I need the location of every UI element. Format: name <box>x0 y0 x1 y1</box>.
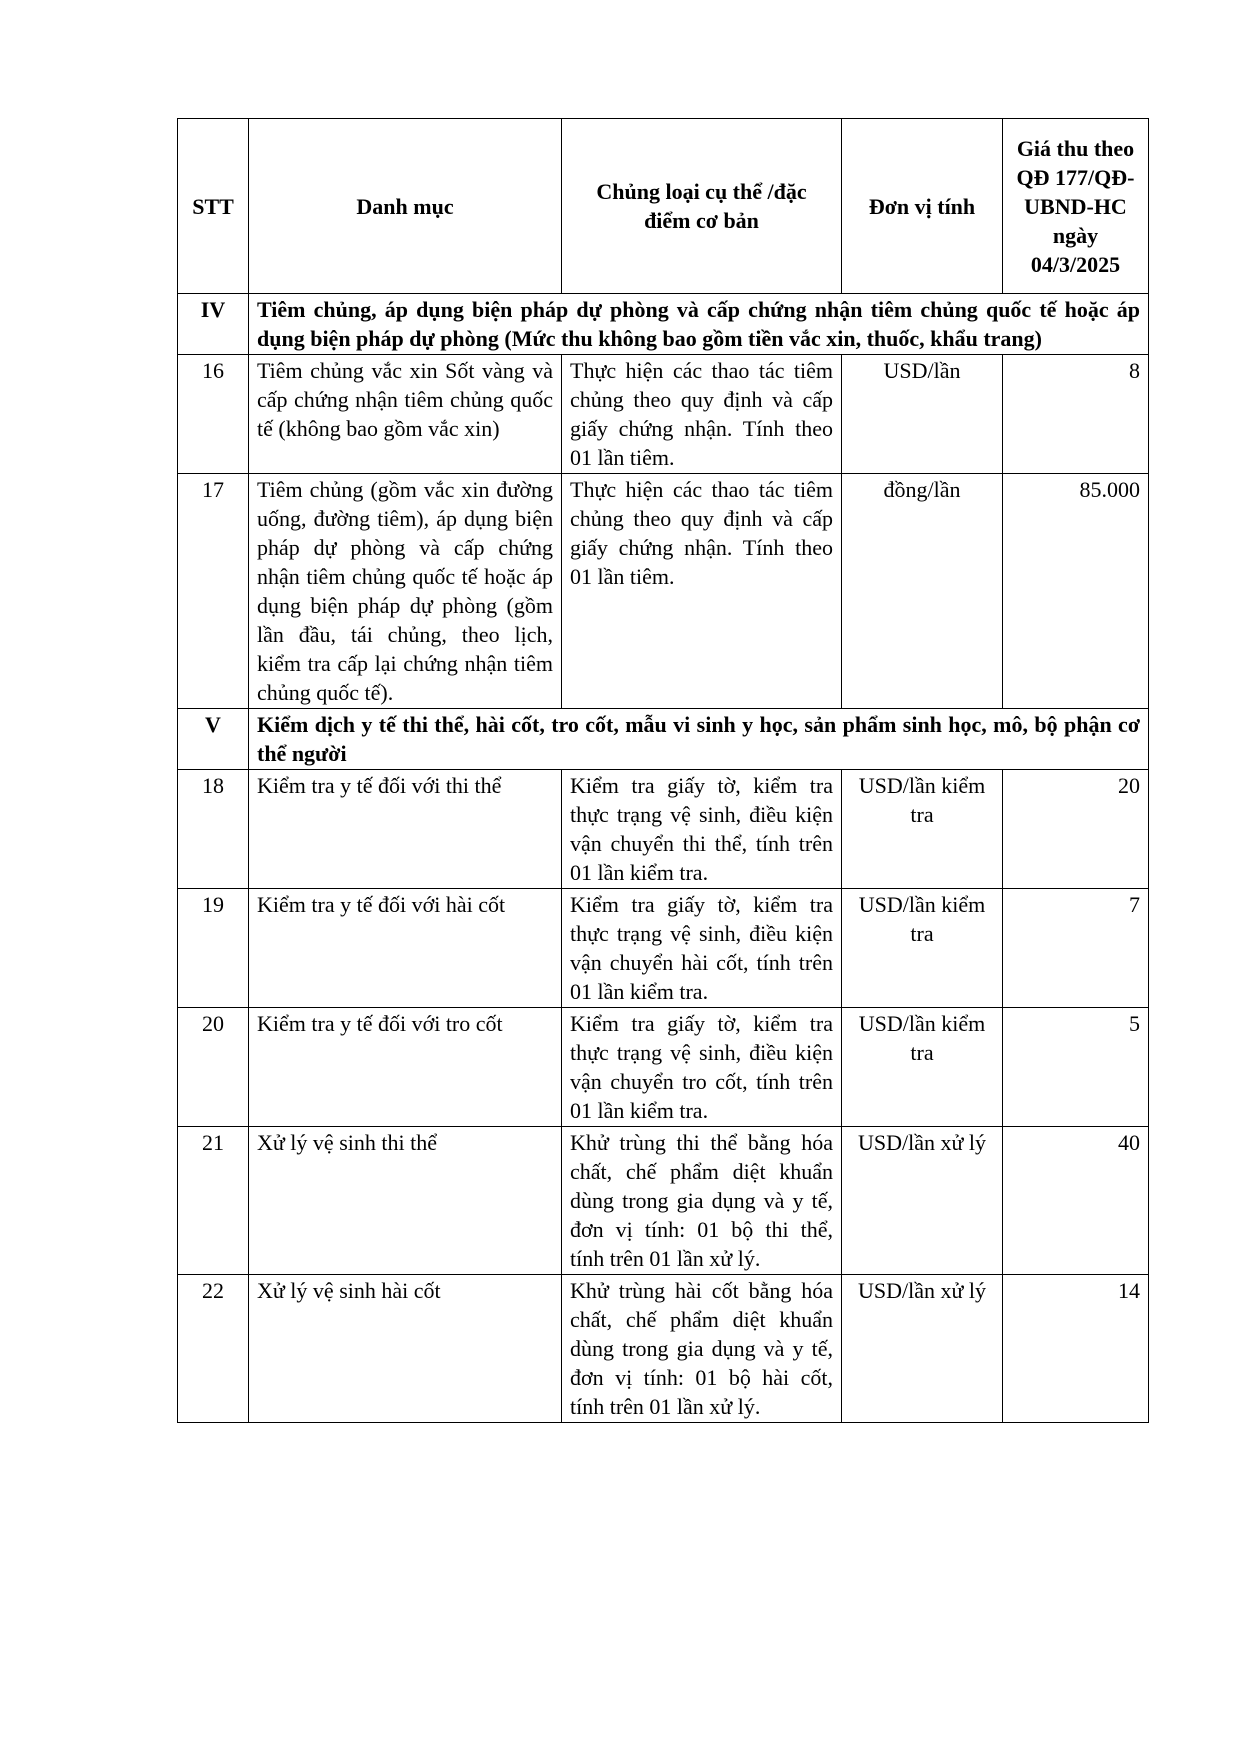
section-title: Tiêm chủng, áp dụng biện pháp dự phòng và cấp chứng nhận tiêm chủng quốc tế hoặc áp dụng biện pháp dự phòng (Mức thu không bao gồm tiền vắc xin, thuốc, khẩu trang) <box>249 294 1149 355</box>
row-price: 40 <box>1003 1127 1149 1275</box>
row-stt: 22 <box>178 1275 249 1423</box>
row-name: Kiểm tra y tế đối với hài cốt <box>249 889 562 1008</box>
table-header-row <box>178 119 1149 294</box>
row-name: Kiểm tra y tế đối với thi thể <box>249 770 562 889</box>
table-row <box>178 889 1149 1008</box>
row-stt: 21 <box>178 1127 249 1275</box>
row-price: 14 <box>1003 1275 1149 1423</box>
header-category: Danh mục <box>249 119 562 294</box>
row-name: Kiểm tra y tế đối với tro cốt <box>249 1008 562 1127</box>
row-unit: USD/lần kiểm tra <box>842 889 1003 1008</box>
row-unit: USD/lần <box>842 355 1003 474</box>
section-number: IV <box>178 294 249 355</box>
row-stt: 20 <box>178 1008 249 1127</box>
row-stt: 19 <box>178 889 249 1008</box>
row-price: 7 <box>1003 889 1149 1008</box>
row-desc: Thực hiện các thao tác tiêm chủng theo quy định và cấp giấy chứng nhận. Tính theo 01 lần tiêm. <box>562 474 842 709</box>
row-stt: 16 <box>178 355 249 474</box>
row-price: 8 <box>1003 355 1149 474</box>
header-stt: STT <box>178 119 249 294</box>
row-desc: Khử trùng thi thể bằng hóa chất, chế phẩm diệt khuẩn dùng trong gia dụng và y tế, đơn vị tính: 01 bộ thi thể, tính trên 01 lần xử lý. <box>562 1127 842 1275</box>
header-type: Chủng loại cụ thể /đặc điểm cơ bản <box>562 119 842 294</box>
row-stt: 18 <box>178 770 249 889</box>
table-row <box>178 474 1149 709</box>
section-title: Kiểm dịch y tế thi thể, hài cốt, tro cốt, mẫu vi sinh y học, sản phẩm sinh học, mô, bộ phận cơ thể người <box>249 709 1149 770</box>
table-row <box>178 770 1149 889</box>
table-row <box>178 1008 1149 1127</box>
row-desc: Kiểm tra giấy tờ, kiểm tra thực trạng vệ sinh, điều kiện vận chuyển tro cốt, tính trên 01 lần kiểm tra. <box>562 1008 842 1127</box>
section-row <box>178 294 1149 355</box>
row-unit: USD/lần kiểm tra <box>842 770 1003 889</box>
row-stt: 17 <box>178 474 249 709</box>
section-row <box>178 709 1149 770</box>
row-name: Tiêm chủng vắc xin Sốt vàng và cấp chứng nhận tiêm chủng quốc tế (không bao gồm vắc xin) <box>249 355 562 474</box>
row-unit: USD/lần kiểm tra <box>842 1008 1003 1127</box>
table-row <box>178 1275 1149 1423</box>
row-desc: Thực hiện các thao tác tiêm chủng theo quy định và cấp giấy chứng nhận. Tính theo 01 lần tiêm. <box>562 355 842 474</box>
row-name: Tiêm chủng (gồm vắc xin đường uống, đường tiêm), áp dụng biện pháp dự phòng và cấp chứng nhận tiêm chủng quốc tế hoặc áp dụng biện pháp dự phòng (gồm lần đầu, tái chủng, theo lịch, kiểm tra cấp lại chứng nhận tiêm chủng quốc tế). <box>249 474 562 709</box>
row-name: Xử lý vệ sinh hài cốt <box>249 1275 562 1423</box>
header-unit: Đơn vị tính <box>842 119 1003 294</box>
row-unit: USD/lần xử lý <box>842 1127 1003 1275</box>
row-desc: Khử trùng hài cốt bằng hóa chất, chế phẩm diệt khuẩn dùng trong gia dụng và y tế, đơn vị tính: 01 bộ hài cốt, tính trên 01 lần xử lý. <box>562 1275 842 1423</box>
row-desc: Kiểm tra giấy tờ, kiểm tra thực trạng vệ sinh, điều kiện vận chuyển hài cốt, tính trên 01 lần kiểm tra. <box>562 889 842 1008</box>
row-price: 5 <box>1003 1008 1149 1127</box>
section-number: V <box>178 709 249 770</box>
row-price: 85.000 <box>1003 474 1149 709</box>
row-price: 20 <box>1003 770 1149 889</box>
row-unit: USD/lần xử lý <box>842 1275 1003 1423</box>
row-desc: Kiểm tra giấy tờ, kiểm tra thực trạng vệ sinh, điều kiện vận chuyển thi thể, tính trên 01 lần kiểm tra. <box>562 770 842 889</box>
row-name: Xử lý vệ sinh thi thể <box>249 1127 562 1275</box>
table-row <box>178 355 1149 474</box>
header-price: Giá thu theo QĐ 177/QĐ-UBND-HC ngày 04/3/2025 <box>1003 119 1149 294</box>
fee-table <box>177 118 1149 1423</box>
row-unit: đồng/lần <box>842 474 1003 709</box>
table-row <box>178 1127 1149 1275</box>
